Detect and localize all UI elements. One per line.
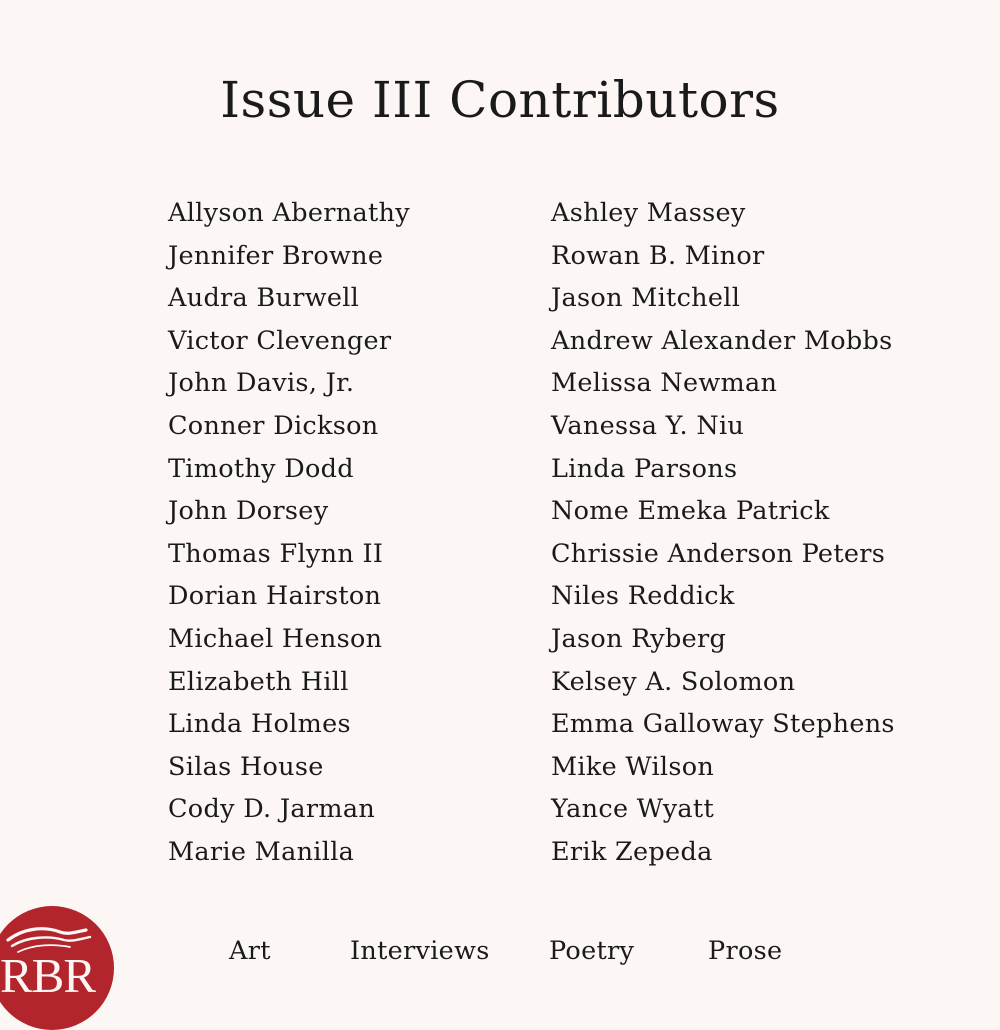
contributor-name: Timothy Dodd xyxy=(168,453,354,484)
contributor-name: Chrissie Anderson Peters xyxy=(551,538,886,569)
contributor-name: Jason Mitchell xyxy=(551,283,741,314)
contributor-name: John Davis, Jr. xyxy=(168,368,355,399)
footer-nav xyxy=(0,930,1000,972)
contributor-name: Mike Wilson xyxy=(551,751,715,782)
contributor-name: Rowan B. Minor xyxy=(551,240,765,271)
logo-text: RBR xyxy=(0,948,96,1003)
contributors-right-column xyxy=(551,192,895,874)
contributor-name: Conner Dickson xyxy=(168,410,379,441)
nav-link-art[interactable]: Art xyxy=(229,936,271,966)
contributor-name: Jennifer Browne xyxy=(168,240,384,271)
contributor-name: Andrew Alexander Mobbs xyxy=(551,325,893,356)
contributor-name: Nome Emeka Patrick xyxy=(551,496,830,527)
contributor-name: Linda Holmes xyxy=(168,709,351,740)
contributor-name: Melissa Newman xyxy=(551,368,778,399)
page-title: Issue III Contributors xyxy=(220,71,780,129)
contributor-name: Thomas Flynn II xyxy=(168,538,384,569)
contributor-name: Niles Reddick xyxy=(551,581,735,612)
contributor-name: Vanessa Y. Niu xyxy=(551,410,745,441)
contributor-name: Linda Parsons xyxy=(551,453,738,484)
nav-link-prose[interactable]: Prose xyxy=(708,936,783,966)
contributor-name: Victor Clevenger xyxy=(168,325,392,356)
contributor-name: Erik Zepeda xyxy=(551,836,713,867)
contributor-name: Allyson Abernathy xyxy=(168,198,410,228)
nav-link-interviews[interactable]: Interviews xyxy=(350,936,490,966)
contributor-name: Marie Manilla xyxy=(168,836,355,867)
contributor-name: Michael Henson xyxy=(168,623,383,654)
nav-link-poetry[interactable]: Poetry xyxy=(549,936,635,966)
contributor-name: Silas House xyxy=(168,751,324,782)
contributor-name: Cody D. Jarman xyxy=(168,794,376,825)
contributor-name: Jason Ryberg xyxy=(551,623,727,654)
contributors-left-column xyxy=(168,192,410,874)
contributor-name: Dorian Hairston xyxy=(168,581,382,612)
contributor-name: Audra Burwell xyxy=(168,283,360,314)
contributor-name: Emma Galloway Stephens xyxy=(551,709,895,740)
contributor-name: Yance Wyatt xyxy=(551,794,715,825)
contributor-name: John Dorsey xyxy=(168,496,329,527)
contributor-name: Elizabeth Hill xyxy=(168,666,349,697)
contributor-name: Kelsey A. Solomon xyxy=(551,666,796,697)
contributor-name: Ashley Massey xyxy=(551,198,746,228)
